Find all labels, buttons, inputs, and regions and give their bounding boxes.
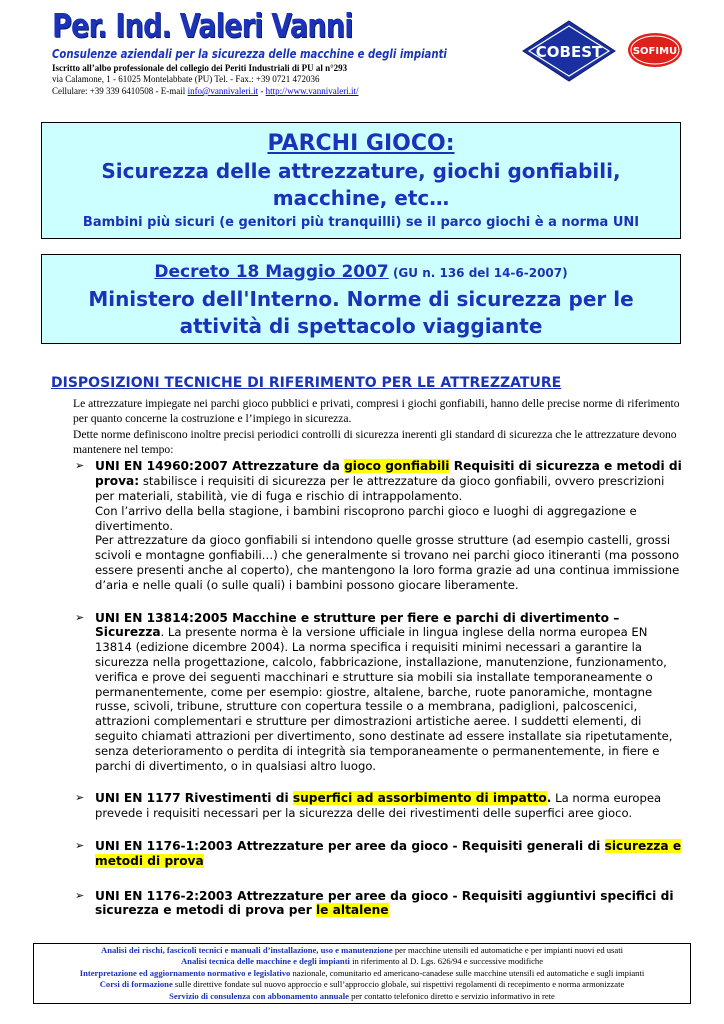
email-link[interactable]: info@vannivaleri.it	[187, 86, 259, 96]
intro-paragraph-1: Le attrezzature impiegate nei parchi gioco pubblici e privati, compresi i giochi gonfiabili, hanno delle precise norme di riferimento per quanto concerne la costruzione e l’impiego in sicurezza.	[73, 397, 680, 425]
contact-line	[52, 85, 522, 97]
box-subtitle-line-1: Sicurezza delle attrezzature, giochi gonfiabili,	[101, 159, 621, 183]
decreto-box	[41, 254, 681, 344]
box-title: PARCHI GIOCO:	[267, 131, 455, 156]
gazzetta-reference: (GU n. 136 del 14-6-2007)	[388, 266, 568, 280]
footer-line-2: Analisi tecnica delle macchine e degli impianti in riferimento al D. Lgs. 626/94 e successive modifiche	[180, 956, 544, 967]
highlight: le altalene	[316, 903, 389, 918]
standard-title: UNI EN 14960:2007 Attrezzature da gioco gonfiabili Requisiti di sicurezza e metodi di prova:	[95, 459, 682, 489]
list-item	[73, 839, 685, 869]
list-item	[73, 889, 685, 919]
footer-line-1: Analisi dei rischi, fascicoli tecnici e manuali d’installazione, uso e manutenzione per macchine utensili ed automatiche e per impianti nuovi ed usati	[100, 945, 623, 955]
contact-separator: -	[258, 86, 266, 96]
address-line: via Calamone, 1 - 61025 Montelabbate (PU) Tel. - Fax.: +39 0721 472036	[52, 74, 320, 84]
list-item	[73, 611, 685, 774]
standard-title: UNI EN 1177 Rivestimenti di superfici ad assorbimento di impatto.	[95, 791, 552, 806]
company-name: Per. Ind. Valeri Vanni	[52, 6, 353, 45]
website-link[interactable]: http://www.vannivaleri.it/	[265, 86, 359, 96]
cobest-logo-text: COBEST	[535, 43, 603, 61]
sofimu-logo-text: SOFIMU	[632, 46, 678, 57]
arrow-bullet-icon: ➢	[75, 459, 85, 473]
parchi-gioco-box	[41, 122, 681, 239]
ministero-title-line-1: Ministero dell'Interno. Norme di sicurezza per le	[88, 287, 634, 311]
footer-line-3: Interpretazione ed aggiornamento normativo e legislativo nazionale, comunitario ed americano-canadese sulle macchine utensili ed automatiche e sugli impianti	[79, 967, 645, 978]
sofimu-logo	[627, 32, 683, 68]
standard-title: UNI EN 13814:2005 Macchine e strutture per fiere e parchi di divertimento – Sicurezza	[95, 610, 620, 640]
phone-text: Cellulare: +39 339 6410508 - E-mail	[52, 86, 188, 96]
standard-title: UNI EN 1176-1:2003 Attrezzature per aree da gioco - Requisiti generali di sicurezza e metodi di prova	[95, 838, 682, 868]
section-heading: DISPOSIZIONI TECNICHE DI RIFERIMENTO PER LE ATTREZZATURE	[51, 375, 562, 391]
arrow-bullet-icon: ➢	[75, 888, 85, 902]
decreto-title: Decreto 18 Maggio 2007	[154, 262, 389, 282]
registration-line: Iscritto all’albo professionale del collegio dei Periti Industriali di PU al n°293	[52, 63, 348, 73]
company-tagline: Consulenze aziendali per la sicurezza delle macchine e degli impianti	[52, 46, 447, 61]
standard-paragraph: Per attrezzature da gioco gonfiabili si intendono quelle grosse strutture (ad esempio castelli, grossi scivoli e montagne gonfiabili…) che generalmente si trovano nei parchi gioco itineranti (ma possono essere presenti anche al coperto), che mantengono la loro forma grazie ad una continua immissione d’aria e nelle quali (o sulle quali) i bambini possono giocare liberamente.	[95, 533, 680, 592]
arrow-bullet-icon: ➢	[75, 610, 85, 624]
arrow-bullet-icon: ➢	[75, 838, 85, 852]
arrow-bullet-icon: ➢	[75, 791, 85, 805]
intro-paragraph-2: Dette norme definiscono inoltre precisi periodici controlli di sicurezza inerenti gli standard di sicurezza che le attrezzature devono mantenere nel tempo:	[73, 428, 677, 456]
letterhead	[52, 8, 522, 108]
highlight: superfici ad assorbimento di impatto	[292, 791, 547, 806]
box-tagline: Bambini più sicuri (e genitori più tranquilli) se il parco giochi è a norma UNI	[82, 215, 640, 230]
highlight: sicurezza e metodi di prova	[95, 838, 682, 868]
highlight: gioco gonfiabili	[344, 459, 450, 474]
footer-line-5: Servizio di consulenza con abbonamento annuale per contatto telefonico diretto e servizio informativo in rete	[169, 990, 555, 1001]
cobest-logo	[521, 20, 617, 82]
standard-title: UNI EN 1176-2:2003 Attrezzature per aree da gioco - Requisiti aggiuntivi specifici di sicurezza e metodi di prova per le altalene	[95, 888, 674, 918]
standard-description: La norma europea prevede i requisiti necessari per la sicurezza delle dei rivestimenti delle superfici aree gioco.	[95, 791, 662, 821]
ministero-title-line-2: attività di spettacolo viaggiante	[179, 314, 543, 338]
standard-description: . La presente norma è la versione ufficiale in lingua inglese della norma europea EN 13814 (edizione dicembre 2004). La norma specifica i requisiti minimi necessari a garantire la sicurezza nella progettazione, calcolo, fabbricazione, installazione, manutenzione, funzionamento, verifica e prove dei seguenti macchinari e strutture sia mobili sia installate temporaneamente o permanentemente, come per esempio: giostre, altalene, barche, ruote panoramiche, montagne russe, scivoli, tribune, strutture con copertura tessile o a membrana, padiglioni, palcoscenici, attrazioni complementari e strutture per dimostrazioni artistiche aeree. I suddetti elementi, di seguito chiamati attrazioni per divertimento, sono destinate ad essere installate sia ripetutamente, senza deterioramento o perdita di integrità sia temporaneamente o permanentemente, in fiere e parchi di divertimento, o in qualsiasi altro luogo.	[95, 625, 673, 773]
list-item	[73, 791, 685, 821]
standard-description: stabilisce i requisiti di sicurezza per le attrezzature da gioco gonfiabili, ovvero prescrizioni per materiali, stabilità, vie di fuga e rischio di intrappolamento.	[95, 474, 665, 503]
standard-paragraph: Con l’arrivo della bella stagione, i bambini riscoprono parchi gioco e luoghi di aggregazione e divertimento.	[95, 503, 637, 533]
list-item	[73, 459, 685, 592]
decreto-line	[42, 260, 680, 285]
footer-line-4: Corsi di formazione sulle direttive fondate sul nuovo approccio e sull’approccio globale, sui rispettivi regolamenti di recepimento e norma armonizzate	[99, 979, 625, 990]
services-footer	[33, 943, 691, 1004]
box-subtitle-line-2: macchine, etc…	[272, 186, 450, 210]
section-content	[73, 397, 685, 918]
